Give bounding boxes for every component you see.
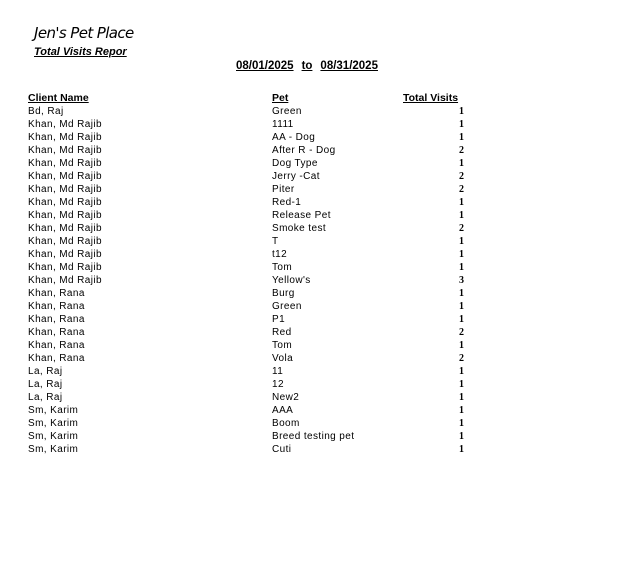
date-range (236, 60, 378, 72)
table-row (0, 119, 624, 132)
client-name-cell: Khan, Md Rajib (28, 171, 102, 182)
total-visits-cell: 1 (459, 249, 464, 260)
total-visits-cell: 1 (459, 210, 464, 221)
total-visits-cell: 2 (459, 184, 464, 195)
pet-cell: Red-1 (272, 197, 302, 208)
client-name-cell: Khan, Md Rajib (28, 223, 102, 234)
total-visits-cell: 1 (459, 392, 464, 403)
table-row (0, 197, 624, 210)
client-name-cell: Sm, Karim (28, 418, 79, 429)
report-rows (0, 106, 624, 457)
table-row (0, 366, 624, 379)
client-name-cell: Sm, Karim (28, 431, 79, 442)
table-row (0, 262, 624, 275)
pet-cell: AA - Dog (272, 132, 316, 143)
total-visits-cell: 1 (459, 158, 464, 169)
date-to: 08/31/2025 (320, 60, 378, 72)
total-visits-cell: 1 (459, 366, 464, 377)
total-visits-cell: 1 (459, 288, 464, 299)
total-visits-cell: 1 (459, 379, 464, 390)
pet-cell: Release Pet (272, 210, 331, 221)
pet-cell: After R - Dog (272, 145, 336, 156)
client-name-cell: Bd, Raj (28, 106, 64, 117)
total-visits-cell: 1 (459, 236, 464, 247)
pet-cell: Dog Type (272, 158, 318, 169)
client-name-cell: Khan, Md Rajib (28, 197, 102, 208)
table-row (0, 379, 624, 392)
client-name-cell: Khan, Md Rajib (28, 275, 102, 286)
client-name-cell: Sm, Karim (28, 444, 79, 455)
column-header-total-visits: Total Visits (403, 92, 459, 104)
table-row (0, 392, 624, 405)
table-row (0, 340, 624, 353)
client-name-cell: Khan, Rana (28, 314, 85, 325)
client-name-cell: Khan, Md Rajib (28, 119, 102, 130)
column-header-client-name: Client Name (28, 92, 89, 104)
table-row (0, 444, 624, 457)
pet-cell: Red (272, 327, 292, 338)
table-row (0, 158, 624, 171)
table-row (0, 418, 624, 431)
pet-cell: Boom (272, 418, 300, 429)
table-row (0, 106, 624, 119)
total-visits-cell: 1 (459, 119, 464, 130)
table-row (0, 171, 624, 184)
table-row (0, 405, 624, 418)
table-row (0, 431, 624, 444)
pet-cell: Green (272, 301, 302, 312)
pet-cell: Burg (272, 288, 295, 299)
client-name-cell: Khan, Md Rajib (28, 184, 102, 195)
total-visits-cell: 3 (459, 275, 464, 286)
date-to-word: to (301, 60, 313, 72)
pet-cell: 12 (272, 379, 284, 390)
table-row (0, 236, 624, 249)
pet-cell: t12 (272, 249, 288, 260)
client-name-cell: Khan, Md Rajib (28, 236, 102, 247)
pet-cell: Tom (272, 340, 293, 351)
pet-cell: Tom (272, 262, 293, 273)
total-visits-cell: 1 (459, 431, 464, 442)
pet-cell: Breed testing pet (272, 431, 355, 442)
total-visits-cell: 1 (459, 301, 464, 312)
client-name-cell: Sm, Karim (28, 405, 79, 416)
pet-cell: Jerry -Cat (272, 171, 320, 182)
table-row (0, 314, 624, 327)
pet-cell: 1111 (272, 119, 294, 130)
table-row (0, 249, 624, 262)
client-name-cell: Khan, Md Rajib (28, 158, 102, 169)
client-name-cell: Khan, Rana (28, 301, 85, 312)
total-visits-cell: 1 (459, 444, 464, 455)
table-row (0, 132, 624, 145)
total-visits-cell: 2 (459, 145, 464, 156)
total-visits-cell: 1 (459, 314, 464, 325)
client-name-cell: Khan, Md Rajib (28, 262, 102, 273)
table-row (0, 288, 624, 301)
total-visits-cell: 1 (459, 340, 464, 351)
total-visits-cell: 1 (459, 405, 464, 416)
client-name-cell: Khan, Md Rajib (28, 145, 102, 156)
pet-cell: Green (272, 106, 302, 117)
pet-cell: Piter (272, 184, 295, 195)
pet-cell: AAA (272, 405, 294, 416)
table-row (0, 145, 624, 158)
client-name-cell: Khan, Md Rajib (28, 249, 102, 260)
client-name-cell: Khan, Rana (28, 327, 85, 338)
pet-cell: T (272, 236, 279, 247)
total-visits-cell: 2 (459, 171, 464, 182)
total-visits-cell: 1 (459, 418, 464, 429)
pet-cell: Yellow's (272, 275, 311, 286)
table-row (0, 301, 624, 314)
pet-cell: P1 (272, 314, 286, 325)
report-title: Total Visits Repor (34, 46, 127, 58)
client-name-cell: La, Raj (28, 392, 63, 403)
client-name-cell: La, Raj (28, 379, 63, 390)
pet-cell: Smoke test (272, 223, 327, 234)
pet-cell: New2 (272, 392, 300, 403)
table-row (0, 353, 624, 366)
total-visits-cell: 1 (459, 197, 464, 208)
table-row (0, 327, 624, 340)
table-row (0, 184, 624, 197)
business-name: Jen's Pet Place (34, 24, 134, 42)
table-row (0, 275, 624, 288)
client-name-cell: La, Raj (28, 366, 63, 377)
table-row (0, 210, 624, 223)
column-header-pet: Pet (272, 92, 289, 104)
client-name-cell: Khan, Rana (28, 353, 85, 364)
total-visits-cell: 1 (459, 132, 464, 143)
table-row (0, 223, 624, 236)
pet-cell: Cuti (272, 444, 292, 455)
total-visits-cell: 1 (459, 262, 464, 273)
total-visits-cell: 2 (459, 223, 464, 234)
client-name-cell: Khan, Rana (28, 340, 85, 351)
pet-cell: 11 (272, 366, 284, 377)
total-visits-cell: 1 (459, 106, 464, 117)
date-from: 08/01/2025 (236, 60, 294, 72)
total-visits-cell: 2 (459, 327, 464, 338)
client-name-cell: Khan, Rana (28, 288, 85, 299)
client-name-cell: Khan, Md Rajib (28, 210, 102, 221)
pet-cell: Vola (272, 353, 294, 364)
client-name-cell: Khan, Md Rajib (28, 132, 102, 143)
total-visits-cell: 2 (459, 353, 464, 364)
